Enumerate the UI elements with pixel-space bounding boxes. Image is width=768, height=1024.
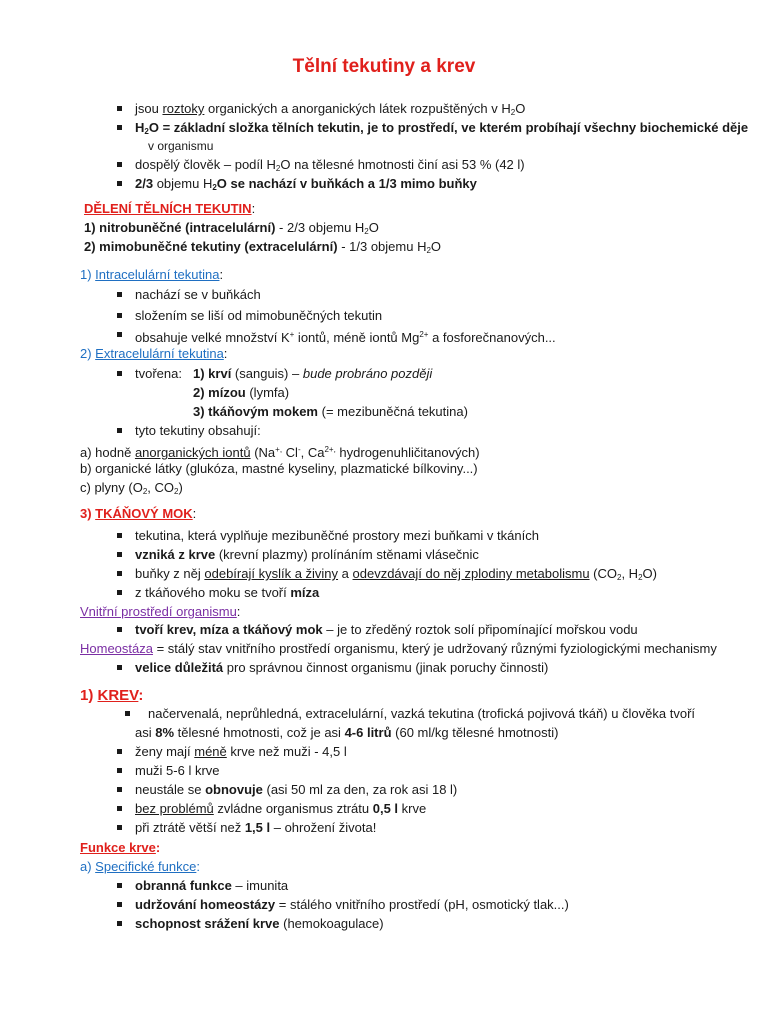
bullet-icon <box>117 749 122 754</box>
bullet-icon <box>117 552 122 557</box>
bullet-icon <box>117 768 122 773</box>
vnitrni-bullet-1: tvoří krev, míza a tkáňový mok – je to zředěný roztok solí připomínající mořskou vodu <box>135 622 638 637</box>
bullet-icon <box>117 883 122 888</box>
vnitrni-bullet-2: velice důležitá pro správnou činnost organismu (jinak poruchy činnosti) <box>135 660 549 675</box>
krev-bullet-1: načervenalá, neprůhledná, extracelulární, vazká tekutina (trofická pojivová tkáň) u člověka tvoří <box>148 706 696 721</box>
homeostaza-line: Homeostáza = stálý stav vnitřního prostředí organismu, který je udržovaný různými fyziologickými mechanismy <box>80 641 717 656</box>
funkce-bullet-1: obranná funkce – imunita <box>135 878 289 893</box>
extra-row-3: 3) tkáňovým mokem (= mezibuněčná tekutina) <box>193 404 468 419</box>
funkce-bullet-2: udržování homeostázy = stálého vnitřního prostředí (pH, osmotický tlak...) <box>135 897 569 912</box>
intra-bullet-1: nachází se v buňkách <box>135 287 261 302</box>
extra-line-c: c) plyny ($O_2$, $CO_2$) <box>80 480 183 496</box>
intro-line-3: dospělý člověk – podíl $H_2O$ na tělesné hmotnosti činí asi 53 % (42 l) <box>135 157 525 173</box>
bullet-icon <box>117 371 122 376</box>
extra-line-a: a) hodně anorganických iontů (Na+, Cl-, $Ca^{2+,}$ hydrogenuhličitanových) <box>80 445 480 460</box>
intro-line-4: 2/3 objemu $H_2O$ se nachází v buňkách a 1/3 mimo buňky <box>135 176 477 192</box>
deleni-line-1: 1) nitrobuněčné (intracelulární) - 2/3 objemu $H_2O$ <box>84 220 379 236</box>
intro-line-2: $H_2O$ = základní složka tělních tekutin, je to prostředí, ve kterém probíhají všechny biochemické děje <box>135 120 749 136</box>
intro-line-1: jsou roztoky organických a anorganických látek rozpuštěných v $H_2O$ <box>135 101 526 117</box>
extra-tvorena: tvořena: <box>135 366 182 381</box>
funkce-bullet-3: schopnost srážení krve (hemokoagulace) <box>135 916 384 931</box>
vnitrni-heading: Vnitřní prostředí organismu: <box>80 604 241 619</box>
intra-bullet-3: obsahuje velké množství K+ iontů, méně iontů $Mg^{2+}$ a fosforečnanových... <box>135 330 556 345</box>
krev-heading: 1) KREV: <box>80 687 144 704</box>
mok-bullet-2: vzniká z krve (krevní plazmy) prolínáním stěnami vlásečnic <box>135 547 479 562</box>
bullet-icon <box>117 590 122 595</box>
bullet-icon <box>117 787 122 792</box>
intra-heading: 1) Intracelulární tekutina: <box>80 267 224 282</box>
bullet-icon <box>117 533 122 538</box>
mok-bullet-4: z tkáňového moku se tvoří míza <box>135 585 320 600</box>
deleni-line-2: 2) mimobuněčné tekutiny (extracelulární) - 1/3 objemu $H_2O$ <box>84 239 442 255</box>
krev-bullet-3: muži 5-6 l krve <box>135 763 220 778</box>
extra-row-2: 2) mízou (lymfa) <box>193 385 290 400</box>
mok-bullet-1: tekutina, která vyplňuje mezibuněčné prostory mezi buňkami v tkáních <box>135 528 539 543</box>
funkce-heading: Funkce krve: <box>80 840 161 855</box>
mok-bullet-3: buňky z něj odebírají kyslík a živiny a odevzdávají do něj zplodiny metabolismu ($CO_2$, $H_2O$) <box>135 566 657 582</box>
extra-heading: 2) Extracelulární tekutina: <box>80 346 228 361</box>
krev-bullet-4: neustále se obnovuje (asi 50 ml za den, za rok asi 18 l) <box>135 782 458 797</box>
bullet-icon <box>117 428 122 433</box>
bullet-icon <box>117 825 122 830</box>
extra-obsahuji: tyto tekutiny obsahují: <box>135 423 261 438</box>
bullet-icon <box>117 921 122 926</box>
bullet-icon <box>117 181 122 186</box>
bullet-icon <box>117 332 122 337</box>
bullet-icon <box>117 665 122 670</box>
funkce-subheading: a) Specifické funkce: <box>80 859 200 874</box>
page-title: Tělní tekutiny a krev <box>292 56 476 77</box>
bullet-icon <box>117 292 122 297</box>
bullet-icon <box>117 571 122 576</box>
intro-line-2-cont: v organismu <box>148 139 214 153</box>
bullet-icon <box>117 313 122 318</box>
extra-line-b: b) organické látky (glukóza, mastné kyseliny, plazmatické bílkoviny...) <box>80 461 478 476</box>
extra-row-1: 1) krví (sanguis) – bude probráno později <box>193 366 433 381</box>
deleni-heading: DĚLENÍ TĚLNÍCH TEKUTIN: <box>84 201 256 216</box>
krev-bullet-6: při ztrátě větší než 1,5 l – ohrožení života! <box>135 820 377 835</box>
bullet-icon <box>117 162 122 167</box>
intra-bullet-2: složením se liší od mimobuněčných tekutin <box>135 308 383 323</box>
krev-bullet-1-cont: asi 8% tělesné hmotnosti, což je asi 4-6 litrů (60 ml/kg tělesné hmotnosti) <box>135 725 559 740</box>
krev-bullet-2: ženy mají méně krve než muži - 4,5 l <box>135 744 347 759</box>
mok-heading: 3) TKÁŇOVÝ MOK: <box>80 506 197 521</box>
bullet-icon <box>117 106 122 111</box>
krev-bullet-5: bez problémů zvládne organismus ztrátu 0,5 l krve <box>135 801 427 816</box>
bullet-icon <box>117 806 122 811</box>
bullet-icon <box>117 125 122 130</box>
bullet-icon <box>125 711 130 716</box>
bullet-icon <box>117 902 122 907</box>
bullet-icon <box>117 627 122 632</box>
